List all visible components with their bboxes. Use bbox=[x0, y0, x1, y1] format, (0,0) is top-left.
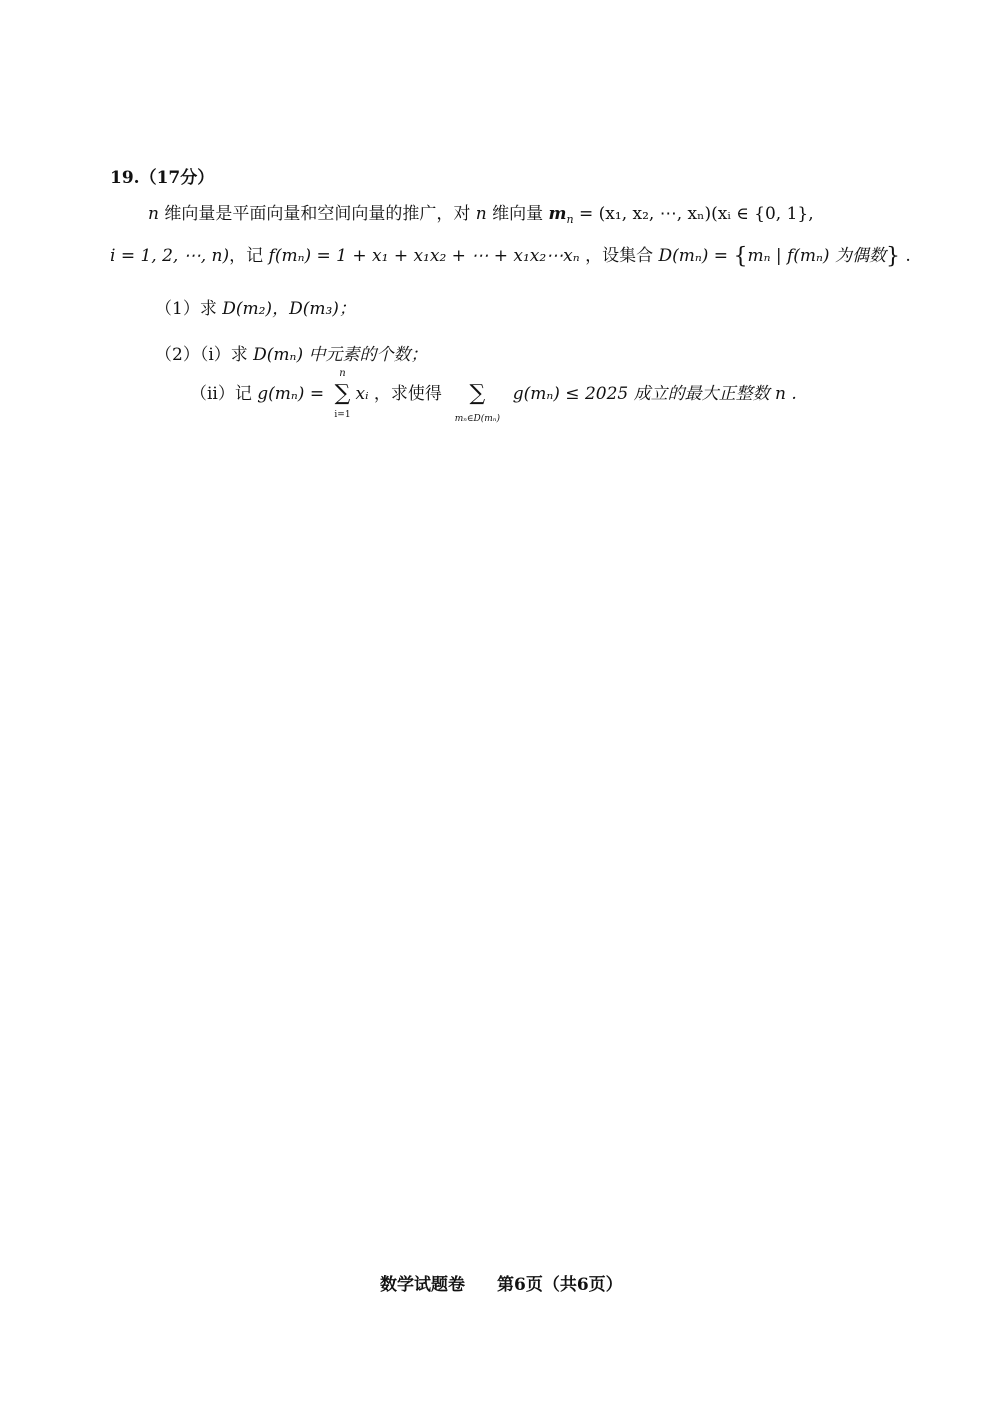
set-definition-inner: mₙ | f(mₙ) 为偶数 bbox=[747, 246, 886, 266]
intro-text-a: 维向量是平面向量和空间向量的推广，对 bbox=[164, 204, 471, 224]
question-intro-line: n 维向量是平面向量和空间向量的推广，对 n 维向量 $m_n = (x_1$, x₂, ⋯, xₙ)(xᵢ ∈ {0, 1}, bbox=[148, 204, 814, 226]
sum-lower-limit: i=1 bbox=[334, 409, 351, 420]
part2-label: （2）（i）求 bbox=[155, 345, 248, 365]
question-header bbox=[110, 166, 214, 190]
part2ii-label: （ii）记 bbox=[190, 384, 252, 404]
intro-text-b: 维向量 bbox=[492, 204, 544, 224]
part-2-i bbox=[155, 343, 427, 367]
question-number: 19. bbox=[110, 168, 140, 188]
line2-text-c: ，设集合 bbox=[585, 246, 654, 266]
part2ii-mid: ，求使得 bbox=[373, 384, 442, 404]
vector-definition: = (x₁, x₂, ⋯, xₙ)(xᵢ ∈ {0, 1}, bbox=[579, 204, 814, 224]
part2-body: D(mₙ) 中元素的个数； bbox=[253, 345, 428, 365]
footer-page-number: 第6页（共6页） bbox=[497, 1275, 623, 1295]
index-range: i = 1, 2, ⋯, n) bbox=[110, 246, 230, 266]
sum2-lower-limit: mₙ∈D(mₙ) bbox=[454, 413, 500, 424]
part1-label: （1）求 bbox=[155, 299, 217, 319]
line2-text-b: ，记 bbox=[229, 246, 264, 266]
summation-over-set: ∑ mₙ∈D(mₙ) bbox=[447, 383, 507, 407]
f-definition: f(mₙ) = 1 + x₁ + x₁x₂ + ⋯ + x₁x₂⋯xₙ bbox=[268, 246, 580, 266]
page-footer bbox=[380, 1270, 623, 1295]
set-definition-left: D(mₙ) = bbox=[658, 246, 729, 266]
sum-term: xᵢ bbox=[355, 384, 369, 404]
part-1 bbox=[155, 297, 356, 321]
g-definition: g(mₙ) = bbox=[257, 384, 325, 404]
question-definition-line: i = 1, 2, ⋯, n)，记 f(mₙ) = 1 + x₁ + x₁x₂ + ⋯ + x₁x₂⋯xₙ ，设集合 D(mₙ) = {mₙ | f(mₙ) 为偶数} . bbox=[110, 244, 911, 269]
part1-body: D(m₂)，D(m₃)； bbox=[222, 299, 356, 319]
sum-upper-limit: n bbox=[339, 367, 346, 379]
footer-title: 数学试题卷 bbox=[380, 1275, 465, 1295]
part-2-ii bbox=[190, 367, 797, 424]
summation-symbol: n ∑ i=1 bbox=[332, 383, 354, 407]
question-points: （17分） bbox=[139, 168, 215, 188]
part2ii-end: g(mₙ) ≤ 2025 成立的最大正整数 n . bbox=[512, 384, 797, 404]
